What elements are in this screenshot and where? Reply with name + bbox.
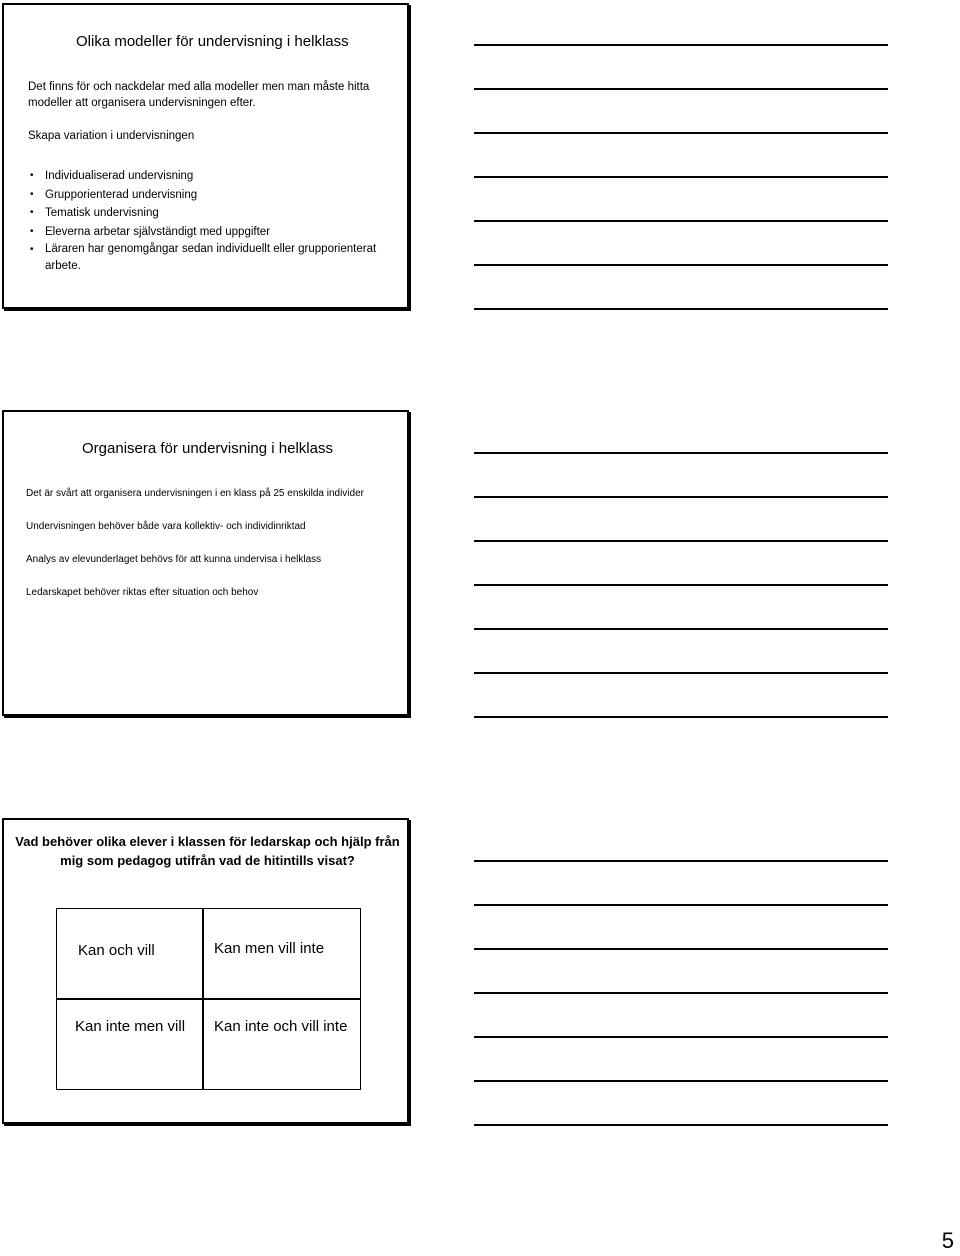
slide-1-intro-line-2: modeller att organisera undervisningen efter. [28,97,256,109]
quadrant-bottom-right: Kan inte och vill inte [214,1018,348,1035]
note-line [474,672,888,674]
grid-divider-horizontal [57,998,360,1000]
note-line [474,44,888,46]
note-line [474,716,888,718]
slide-2-paragraph: Analys av elevunderlaget behövs för att kunna undervisa i helklass [26,554,322,565]
slide-2-paragraph: Undervisningen behöver både vara kollektiv- och individinriktad [26,521,306,532]
bullet-item: • Tematisk undervisning [28,204,398,223]
quadrant-bottom-left: Kan inte men vill [75,1018,186,1035]
note-line [474,176,888,178]
slide-3-title [4,832,411,870]
slide-1-intro [28,79,398,111]
slide-2-paragraph: Det är svårt att organisera undervisningen i en klass på 25 enskilda individer [26,488,364,499]
note-line [474,452,888,454]
note-line [474,264,888,266]
note-line [474,860,888,862]
slide-2-title: Organisera för undervisning i helklass [82,440,333,457]
note-line [474,1080,888,1082]
note-line [474,992,888,994]
note-line [474,88,888,90]
note-line [474,628,888,630]
note-line [474,1124,888,1126]
note-line [474,132,888,134]
note-line [474,948,888,950]
slide-1 [2,3,409,309]
bullet-item: • Läraren har genomgångar sedan individuellt eller grupporienterat arbete. [28,241,398,275]
bullet-item: • Eleverna arbetar självständigt med uppgifter [28,223,398,242]
note-line [474,496,888,498]
note-line [474,308,888,310]
slide-1-intro-line-1: Det finns för och nackdelar med alla modeller men man måste hitta [28,81,370,93]
bullet-item: • Individualiserad undervisning [28,167,398,186]
slide-3-title-line-1: Vad behöver olika elever i klassen för ledarskap och hjälp från [15,834,400,849]
slide-2 [2,410,409,716]
note-line [474,220,888,222]
quadrant-top-right: Kan men vill inte [214,940,325,957]
note-line [474,540,888,542]
slide-3-title-line-2: mig som pedagog utifrån vad de hitintills visat? [60,853,355,868]
note-line [474,1036,888,1038]
slide-2-paragraph: Ledarskapet behöver riktas efter situation och behov [26,587,259,598]
page-number: 5 [941,1228,954,1253]
slide-1-bullet-list [28,167,398,275]
slide-1-title: Olika modeller för undervisning i helklass [76,33,349,50]
quadrant-grid [56,908,361,1090]
slide-3 [2,818,409,1124]
bullet-item: • Grupporienterad undervisning [28,186,398,205]
slide-1-subheading: Skapa variation i undervisningen [28,130,195,142]
note-line [474,904,888,906]
note-line [474,584,888,586]
quadrant-top-left: Kan och vill [78,942,155,959]
